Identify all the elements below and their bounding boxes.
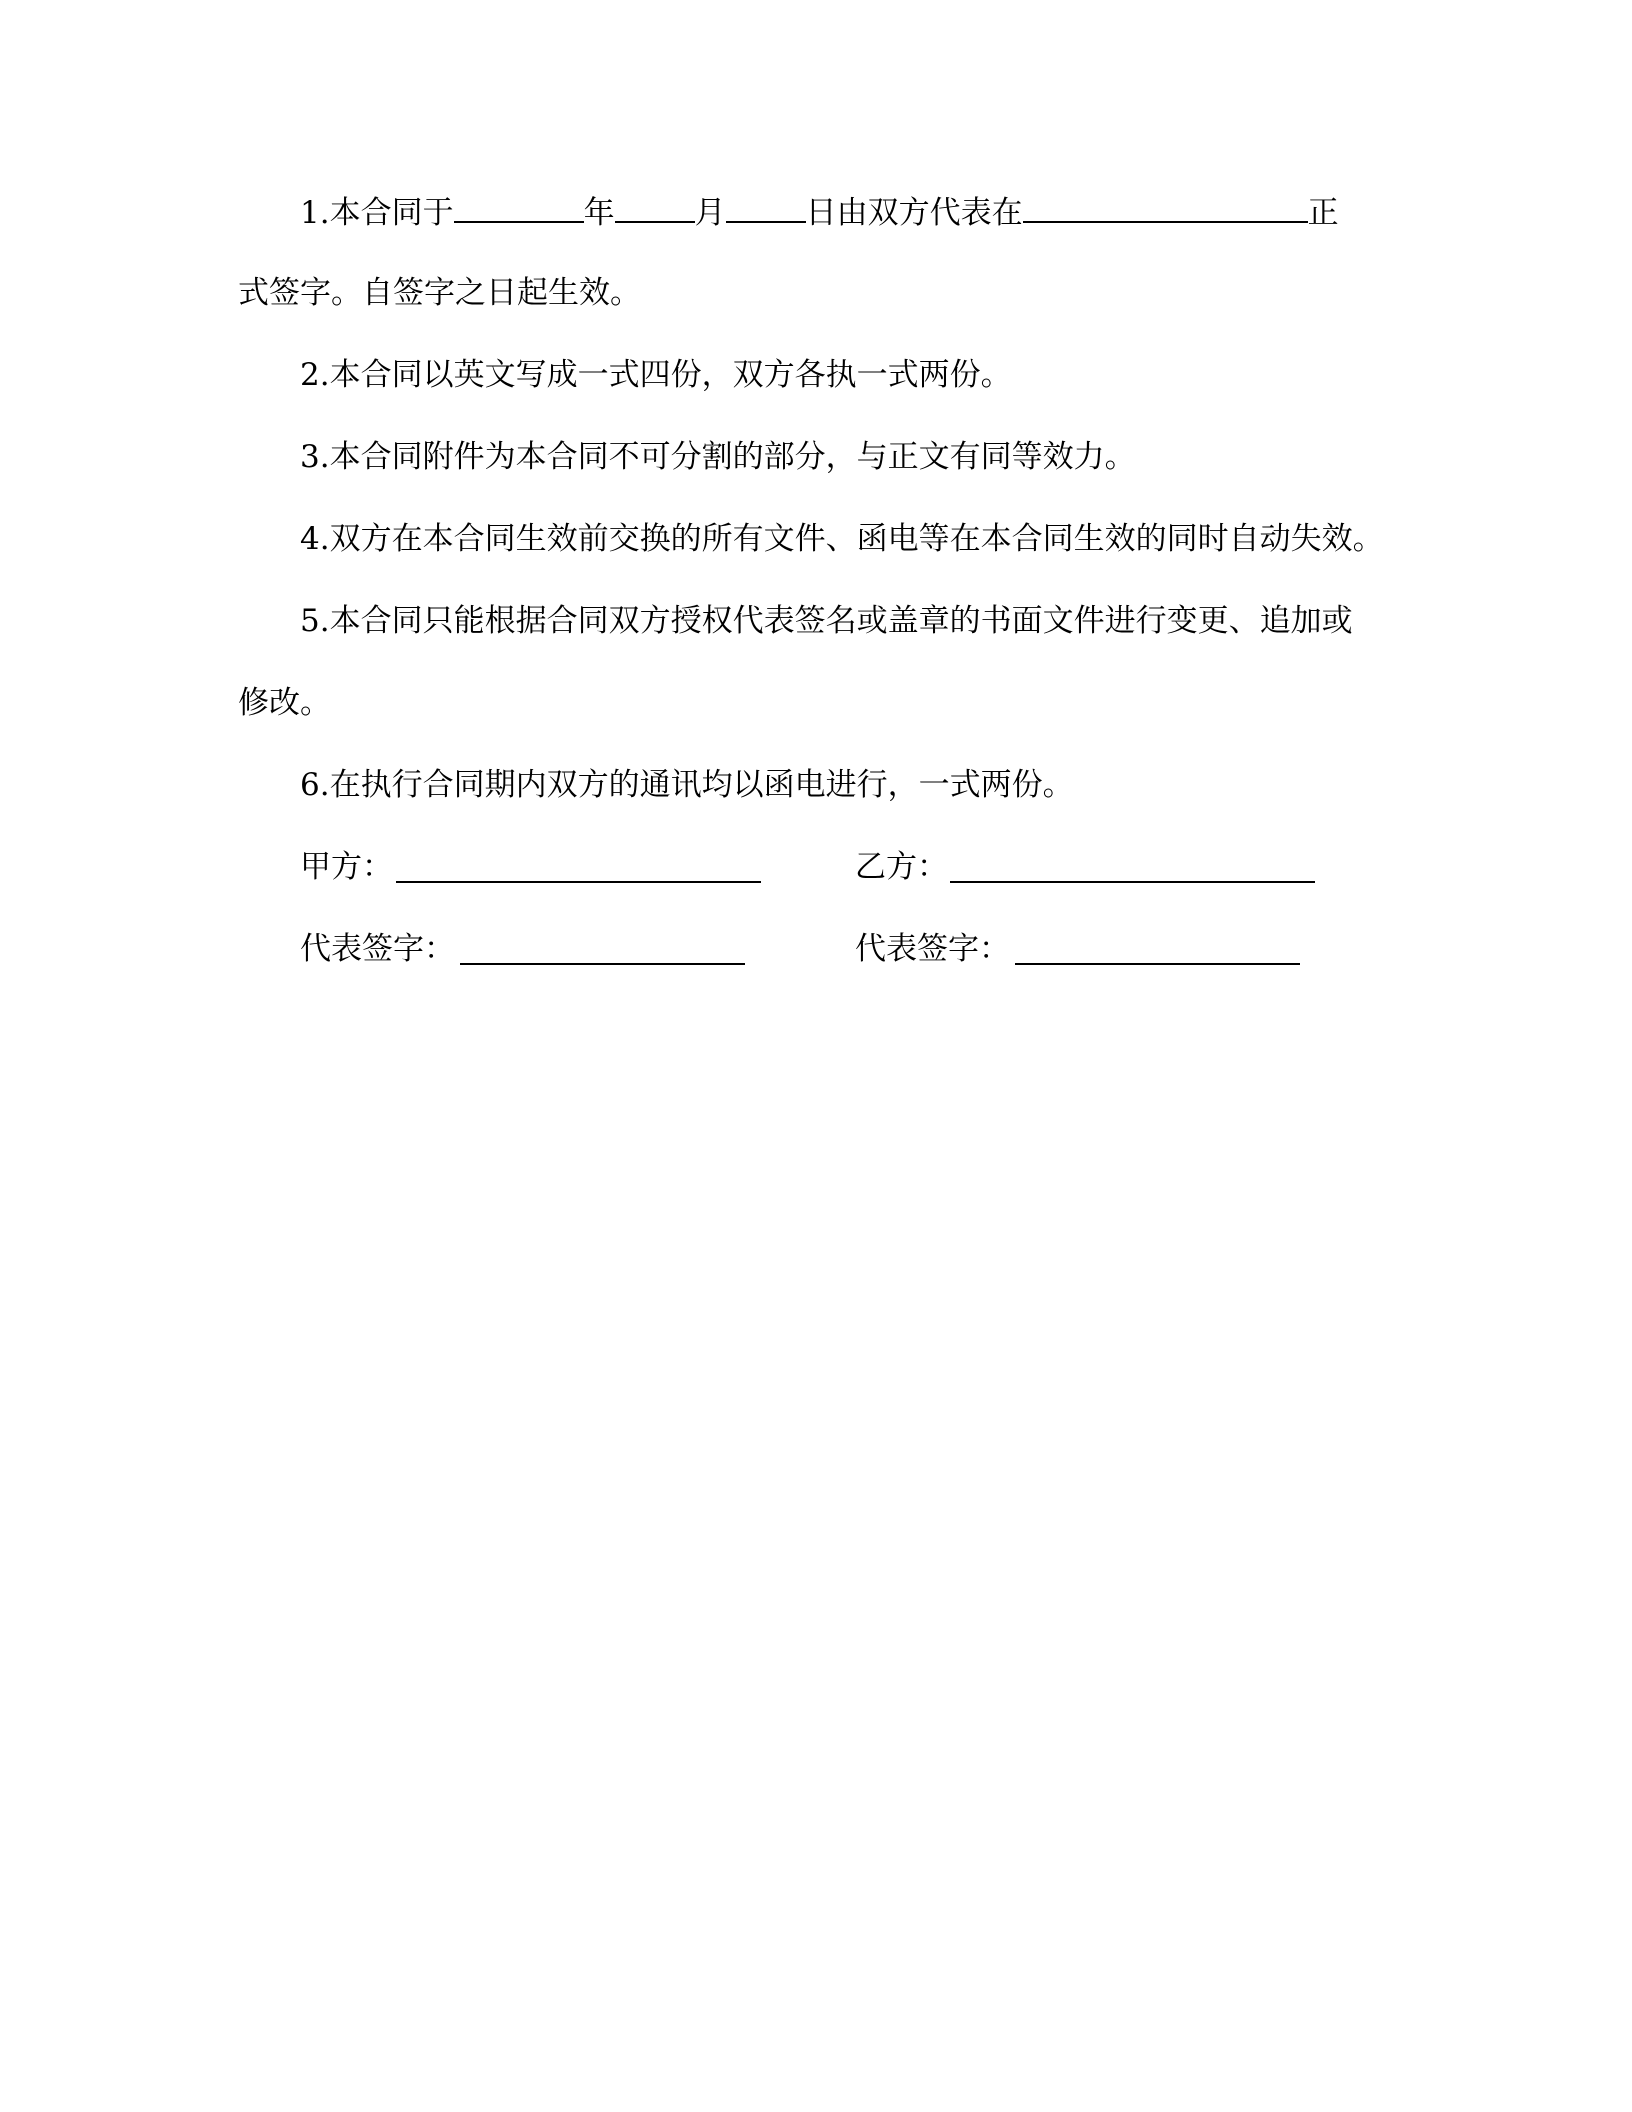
rep-a-signature-line[interactable] xyxy=(460,963,745,965)
party-b-label: 乙方： xyxy=(855,849,948,885)
year-blank xyxy=(454,191,584,223)
clause-1-mid: 日由双方代表在 xyxy=(805,195,1023,231)
clause-1-prefix: 1.本合同于 xyxy=(300,195,454,231)
month-blank xyxy=(615,191,695,223)
clause-1-tail: 正 xyxy=(1307,195,1339,231)
clause-6: 6.在执行合同期内双方的通讯均以函电进行，一式两份。 xyxy=(300,767,1074,803)
day-blank xyxy=(726,191,806,223)
rep-b-label: 代表签字： xyxy=(855,931,1010,967)
clause-3: 3.本合同附件为本合同不可分割的部分，与正文有同等效力。 xyxy=(300,439,1136,475)
party-b-signature-line[interactable] xyxy=(950,881,1315,883)
clause-1-line-2: 式签字。自签字之日起生效。 xyxy=(238,275,641,311)
location-blank xyxy=(1023,191,1308,223)
rep-b-signature-line[interactable] xyxy=(1015,963,1300,965)
clause-1-line-1 xyxy=(300,191,1339,233)
rep-a-label: 代表签字： xyxy=(300,931,455,967)
clause-5-line-1: 5.本合同只能根据合同双方授权代表签名或盖章的书面文件进行变更、追加或 xyxy=(300,603,1353,639)
clause-2: 2.本合同以英文写成一式四份，双方各执一式两份。 xyxy=(300,357,1012,393)
month-label: 月 xyxy=(694,195,726,231)
clause-5-line-2: 修改。 xyxy=(238,685,331,721)
clause-4: 4.双方在本合同生效前交换的所有文件、函电等在本合同生效的同时自动失效。 xyxy=(300,521,1384,557)
party-a-label: 甲方： xyxy=(300,849,393,885)
party-a-signature-line[interactable] xyxy=(396,881,761,883)
year-label: 年 xyxy=(583,195,615,231)
